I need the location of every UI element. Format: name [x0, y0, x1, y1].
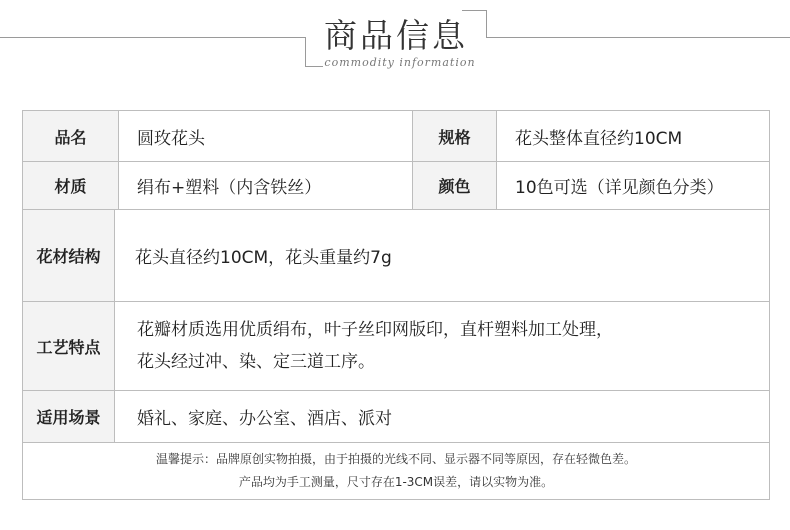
notice-line-1: 温馨提示：品牌原创实物拍摄，由于拍摄的光线不同、显示器不同等原因，存在轻微色差。 — [155, 452, 636, 466]
scene-value: 婚礼、家庭、办公室、酒店、派对 — [115, 391, 769, 443]
craft-label: 工艺特点 — [23, 302, 115, 391]
color-label: 颜色 — [413, 162, 497, 210]
structure-label: 花材结构 — [23, 210, 115, 302]
color-value: 10色可选（详见颜色分类） — [497, 162, 769, 210]
header-right-topline — [462, 10, 487, 11]
info-table — [22, 110, 770, 500]
header-right-vline — [486, 10, 487, 38]
craft-line-2: 花头经过冲、染、定三道工序。 — [137, 352, 375, 372]
page-subtitle: commodity information — [324, 56, 476, 69]
material-value: 绢布+塑料（内含铁丝） — [119, 162, 413, 210]
spec-value: 花头整体直径约10CM — [497, 111, 769, 162]
craft-value — [115, 302, 769, 391]
page-title: 商品信息 — [324, 16, 468, 55]
spec-label: 规格 — [413, 111, 497, 162]
notice-line-2: 产品均为手工测量，尺寸存在1-3CM误差，请以实物为准。 — [238, 475, 554, 489]
craft-line-1: 花瓣材质选用优质绢布，叶子丝印网版印，直杆塑料加工处理， — [137, 320, 613, 340]
header-left-line — [0, 37, 305, 38]
material-label: 材质 — [23, 162, 119, 210]
name-value: 圆玫花头 — [119, 111, 413, 162]
structure-value: 花头直径约10CM，花头重量约7g — [115, 210, 769, 302]
name-label: 品名 — [23, 111, 119, 162]
notice-box — [23, 443, 769, 499]
scene-label: 适用场景 — [23, 391, 115, 443]
header-right-line — [486, 37, 790, 38]
